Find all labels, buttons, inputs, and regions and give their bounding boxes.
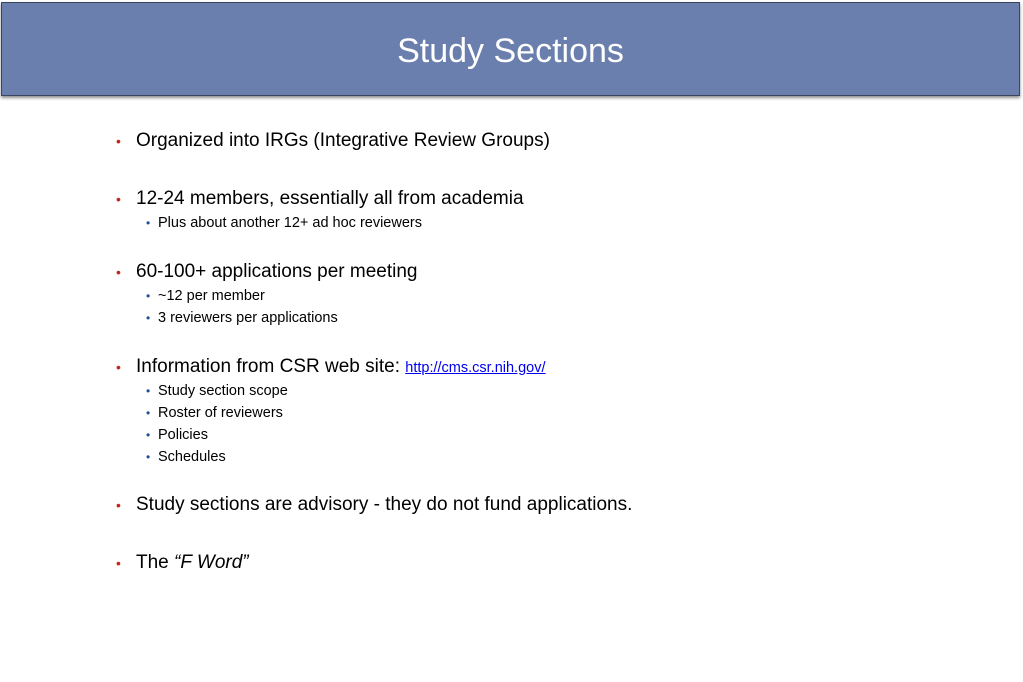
bullet-text xyxy=(136,355,546,380)
sub-bullet-text: 3 reviewers per applications xyxy=(158,310,338,326)
sub-bullet-dot-icon: • xyxy=(146,289,151,303)
bullet-text: Study sections are advisory - they do not fund applications. xyxy=(136,494,633,515)
bullet-dot-icon: • xyxy=(116,264,121,280)
csr-website-link[interactable]: http://cms.csr.nih.gov/ xyxy=(405,360,546,376)
sub-bullet-text: Study section scope xyxy=(158,383,288,399)
bullet-text xyxy=(136,551,249,575)
sub-bullet-text: Plus about another 12+ ad hoc reviewers xyxy=(158,215,422,231)
sub-bullet-text: Roster of reviewers xyxy=(158,405,283,421)
sub-bullet-dot-icon: • xyxy=(146,216,151,230)
title-bar xyxy=(1,2,1020,96)
bullet-dot-icon: • xyxy=(116,133,121,149)
sub-bullet-dot-icon: • xyxy=(146,450,151,464)
sub-bullet-dot-icon: • xyxy=(146,406,151,420)
slide-title: Study Sections xyxy=(397,32,624,70)
sub-bullet-text: Policies xyxy=(158,427,208,443)
bullet-dot-icon: • xyxy=(116,191,121,207)
bullet-dot-icon: • xyxy=(116,497,121,513)
bullet-dot-icon: • xyxy=(116,555,121,571)
bullet-dot-icon: • xyxy=(116,359,121,375)
bullet-text-label: Information from CSR web site: xyxy=(136,356,400,377)
bullet-text-label: The xyxy=(136,552,169,573)
sub-bullet-dot-icon: • xyxy=(146,428,151,442)
sub-bullet-dot-icon: • xyxy=(146,311,151,325)
bullet-text: Organized into IRGs (Integrative Review Groups) xyxy=(136,130,550,151)
sub-bullet-text: ~12 per member xyxy=(158,288,265,304)
bullet-emphasis: “F Word” xyxy=(174,552,249,573)
sub-bullet-dot-icon: • xyxy=(146,384,151,398)
bullet-text: 60-100+ applications per meeting xyxy=(136,261,418,282)
sub-bullet-text: Schedules xyxy=(158,449,226,465)
bullet-text: 12-24 members, essentially all from academia xyxy=(136,188,524,209)
